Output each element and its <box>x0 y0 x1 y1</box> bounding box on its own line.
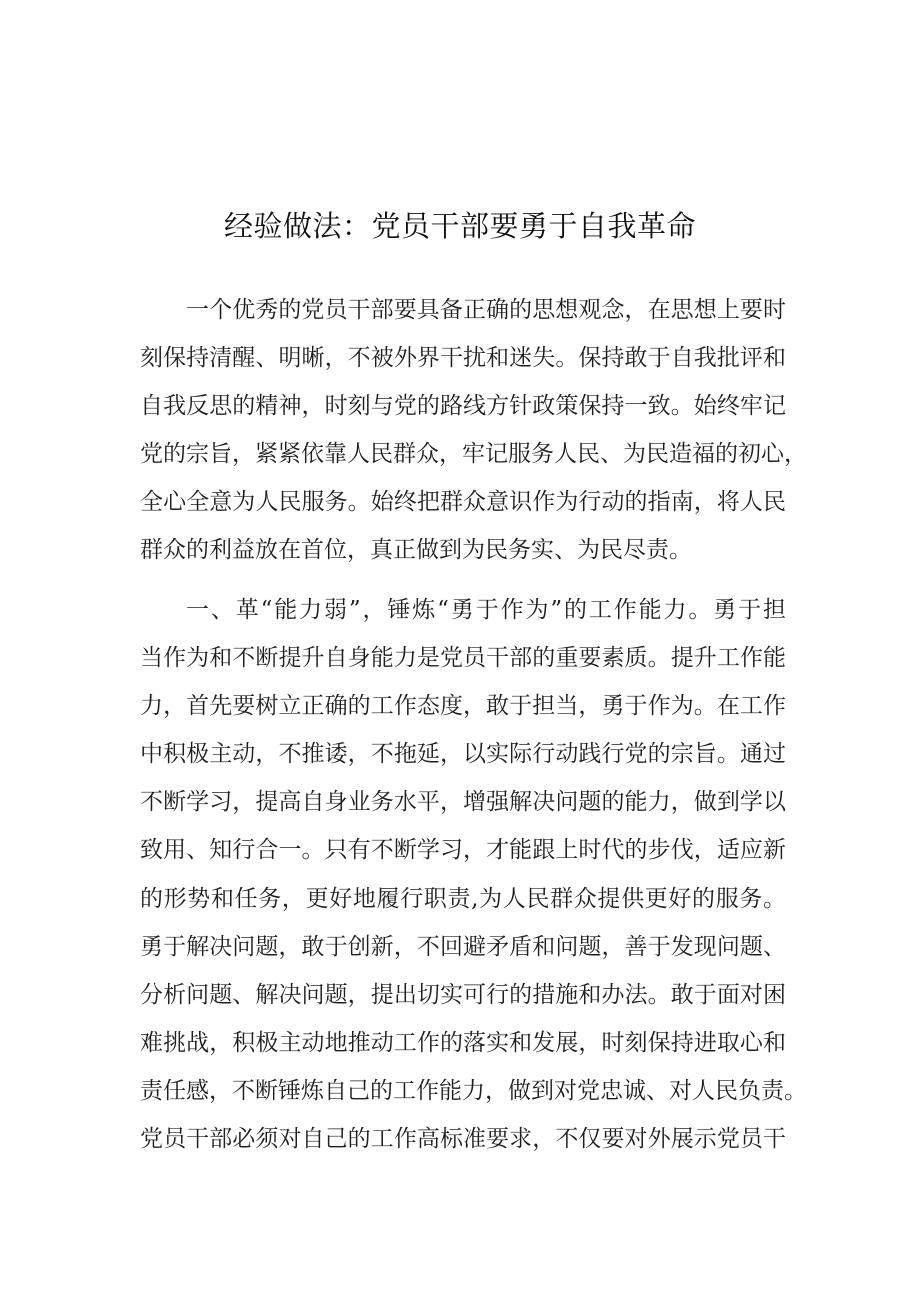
paragraph-2 <box>140 586 807 1163</box>
text-line: 党员干部必须对自己的工作高标准要求，不仅要对外展示党员干 <box>140 1126 786 1153</box>
text-line: 一个优秀的党员干部要具备正确的思想观念，在思想上要时 <box>186 297 786 323</box>
text-line: 群众的利益放在首位，真正做到为民务实、为民尽责。 <box>140 537 692 564</box>
text-line: 党的宗旨，紧紧依靠人民群众，牢记服务人民、为民造福的初心， <box>140 441 807 468</box>
text-line: 勇于解决问题，敢于创新，不回避矛盾和问题，善于发现问题、 <box>140 933 786 960</box>
text-line: 力，首先要树立正确的工作态度，敢于担当，勇于作为。在工作 <box>140 693 786 720</box>
text-line: 不断学习，提高自身业务水平，增强解决问题的能力，做到学以 <box>140 789 786 816</box>
text-line: 难挑战，积极主动地推动工作的落实和发展，时刻保持进取心和 <box>140 1029 786 1056</box>
text-line: 刻保持清醒、明晰，不被外界干扰和迷失。保持敢于自我批评和 <box>140 345 786 372</box>
text-line: 分析问题、解决问题，提出切实可行的措施和办法。敢于面对困 <box>140 981 786 1008</box>
text-line: 当作为和不断提升自身能力是党员干部的重要素质。提升工作能 <box>140 645 786 672</box>
text-line: 自我反思的精神，时刻与党的路线方针政策保持一致。始终牢记 <box>140 393 786 420</box>
text-line: 一、革“能力弱”，锤炼“勇于作为”的工作能力。勇于担 <box>186 597 786 623</box>
text-line: 全心全意为人民服务。始终把群众意识作为行动的指南，将人民 <box>140 489 786 516</box>
text-line: 中积极主动，不推诿，不拖延，以实际行动践行党的宗旨。通过 <box>140 741 786 768</box>
text-line: 的形势和任务，更好地履行职责,为人民群众提供更好的服务。 <box>140 885 786 912</box>
text-line: 责任感，不断锤炼自己的工作能力，做到对党忠诚、对人民负责。 <box>140 1077 807 1104</box>
document-title: 经验做法：党员干部要勇于自我革命 <box>223 209 696 243</box>
paragraph-1 <box>140 286 807 575</box>
text-line: 致用、知行合一。只有不断学习，才能跟上时代的步伐，适应新 <box>140 837 786 864</box>
